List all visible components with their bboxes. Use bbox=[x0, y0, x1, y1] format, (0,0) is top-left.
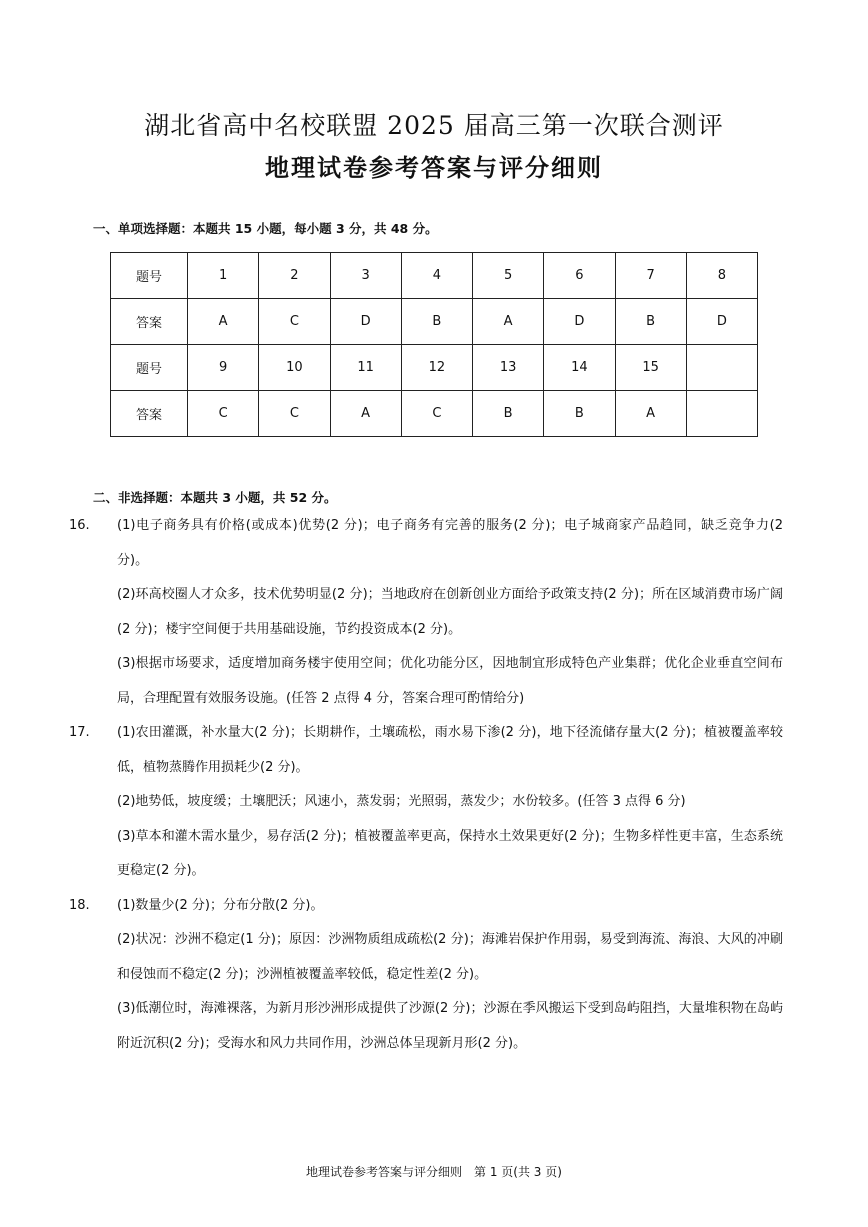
table-row bbox=[111, 391, 758, 437]
question-16-part-2: (2)环高校圈人才众多，技术优势明显(2 分)；当地政府在创新创业方面给予政策支持(2 分)；所在区域消费市场广阔(2 分)；楼宇空间便于共用基础设施，节约投资成本(2 分)。 bbox=[117, 587, 783, 637]
table-cell: C bbox=[401, 391, 472, 437]
table-row bbox=[111, 299, 758, 345]
table-cell: 7 bbox=[615, 253, 686, 299]
table-cell: D bbox=[686, 299, 757, 345]
table-cell: B bbox=[401, 299, 472, 345]
question-17-part-2: (2)地势低，坡度缓；土壤肥沃；风速小，蒸发弱；光照弱，蒸发少；水份较多。(任答 3 点得 6 分) bbox=[117, 794, 686, 809]
table-cell: C bbox=[259, 391, 330, 437]
table-cell: 2 bbox=[259, 253, 330, 299]
row-header: 题号 bbox=[111, 253, 188, 299]
table-cell: 14 bbox=[544, 345, 615, 391]
question-17 bbox=[69, 716, 783, 889]
table-cell: A bbox=[330, 391, 401, 437]
table-cell: A bbox=[188, 299, 259, 345]
table-cell: 13 bbox=[473, 345, 544, 391]
question-16-part-1: 16. (1)电子商务具有价格(或成本)优势(2 分)；电子商务有完善的服务(2 分)；电子城商家产品趋同，缺乏竞争力(2 分)。 bbox=[93, 509, 783, 578]
question-17-part-3: (3)草本和灌木需水量少，易存活(2 分)；植被覆盖率更高，保持水土效果更好(2 分)；生物多样性更丰富，生态系统更稳定(2 分)。 bbox=[117, 828, 783, 878]
table-cell: 9 bbox=[188, 345, 259, 391]
table-cell: 6 bbox=[544, 253, 615, 299]
document-subtitle: 地理试卷参考答案与评分细则 bbox=[265, 154, 603, 182]
question-number: 16. bbox=[69, 518, 90, 533]
table-cell: 1 bbox=[188, 253, 259, 299]
table-cell: A bbox=[473, 299, 544, 345]
page-footer: 地理试卷参考答案与评分细则 第 1 页(共 3 页) bbox=[306, 1165, 562, 1179]
question-number: 17. bbox=[69, 725, 90, 740]
row-header: 答案 bbox=[111, 391, 188, 437]
table-cell: 11 bbox=[330, 345, 401, 391]
table-cell: 5 bbox=[473, 253, 544, 299]
table-cell: B bbox=[544, 391, 615, 437]
table-cell bbox=[686, 345, 757, 391]
table-cell: B bbox=[615, 299, 686, 345]
question-18 bbox=[69, 889, 783, 1062]
table-cell: 15 bbox=[615, 345, 686, 391]
table-cell: C bbox=[259, 299, 330, 345]
table-cell: 8 bbox=[686, 253, 757, 299]
question-18-part-1: 18. (1)数量少(2 分)；分布分散(2 分)。 bbox=[93, 889, 783, 924]
table-cell: 4 bbox=[401, 253, 472, 299]
section-1-heading: 一、单项选择题：本题共 15 小题，每小题 3 分，共 48 分。 bbox=[93, 221, 438, 236]
answer-table bbox=[110, 252, 758, 437]
section-2-heading: 二、非选择题：本题共 3 小题，共 52 分。 bbox=[93, 490, 337, 505]
answer-list bbox=[69, 509, 783, 1061]
question-16-part-3: (3)根据市场要求，适度增加商务楼宇使用空间；优化功能分区，因地制宜形成特色产业集群；优化企业垂直空间布局，合理配置有效服务设施。(任答 2 点得 4 分，答案合理可酌情给分) bbox=[117, 656, 783, 706]
table-cell: A bbox=[615, 391, 686, 437]
table-cell: 3 bbox=[330, 253, 401, 299]
document-title: 湖北省高中名校联盟 2025 届高三第一次联合测评 bbox=[144, 111, 724, 140]
table-cell: 10 bbox=[259, 345, 330, 391]
table-row bbox=[111, 345, 758, 391]
table-cell: B bbox=[473, 391, 544, 437]
question-16 bbox=[69, 509, 783, 716]
question-17-part-1: 17. (1)农田灌溉，补水量大(2 分)；长期耕作，土壤疏松，雨水易下渗(2 分)，地下径流储存量大(2 分)；植被覆盖率较低，植物蒸腾作用损耗少(2 分)。 bbox=[93, 716, 783, 785]
table-cell: 12 bbox=[401, 345, 472, 391]
question-18-part-3: (3)低潮位时，海滩裸落，为新月形沙洲形成提供了沙源(2 分)；沙源在季风搬运下受到岛屿阻挡，大量堆积物在岛屿附近沉积(2 分)；受海水和风力共同作用，沙洲总体呈现新月形(2 分)。 bbox=[117, 1001, 783, 1051]
table-cell bbox=[686, 391, 757, 437]
table-cell: C bbox=[188, 391, 259, 437]
row-header: 答案 bbox=[111, 299, 188, 345]
question-18-part-2: (2)状况：沙洲不稳定(1 分)；原因：沙洲物质组成疏松(2 分)；海滩岩保护作用弱，易受到海流、海浪、大风的冲刷和侵蚀而不稳定(2 分)；沙洲植被覆盖率较低，稳定性差(2 分)。 bbox=[117, 932, 783, 982]
question-number: 18. bbox=[69, 897, 90, 913]
row-header: 题号 bbox=[111, 345, 188, 391]
table-cell: D bbox=[330, 299, 401, 345]
table-cell: D bbox=[544, 299, 615, 345]
table-row bbox=[111, 253, 758, 299]
